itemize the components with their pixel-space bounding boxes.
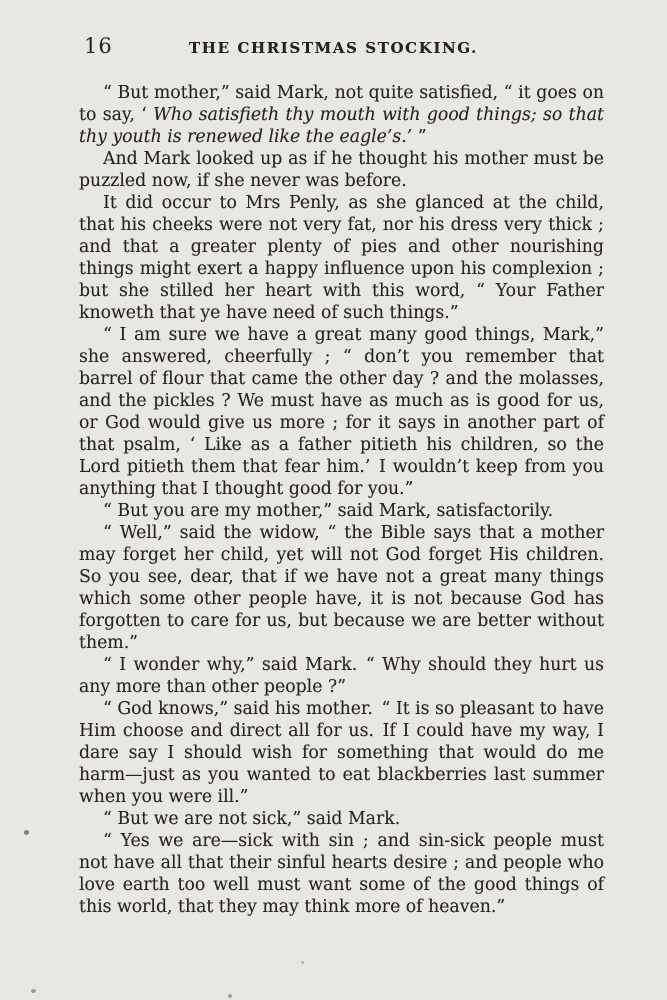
ink-speck: [31, 989, 36, 993]
paragraph-text: “ But you are my mother,” said Mark, satisfactorily.: [103, 501, 554, 521]
paragraph-text: “ But we are not sick,” said Mark.: [103, 809, 401, 829]
paragraph: [79, 830, 604, 918]
paragraph-text: “ Yes we are—sick with sin ; and sin-sick people must not have all that their sinful hearts desire ; and people who love earth too well must want some of the good things of this world, that they may think more of heaven.”: [79, 831, 604, 917]
paragraph: [79, 654, 604, 698]
paragraph: [79, 698, 604, 808]
ink-speck: [301, 961, 304, 964]
paragraph-text: “ I am sure we have a great many good things, Mark,” she answered, cheerfully ; “ don’t you remember that barrel of flour that came the other day ? and the molasses, and the pickles ? We must have as much as is good for us, or God would give us more ; for it says in another part of that psalm, ‘ Like as a father pitieth his children, so the Lord pitieth them that fear him.’ I wouldn’t keep from you anything that I thought good for you.”: [79, 325, 604, 499]
paragraph: [79, 808, 604, 830]
scripture-quote: Who satisfieth thy mouth with good things; so that thy youth is renewed like the eagle’s.’: [79, 105, 604, 147]
ink-speck: [228, 994, 232, 998]
ink-speck: [24, 830, 29, 835]
page-header: [0, 34, 667, 62]
paragraph-text: “ I wonder why,” said Mark. “ Why should they hurt us any more than other people ?”: [79, 655, 604, 697]
page-body: [79, 82, 604, 918]
paragraph-text: “ But mother,” said Mark, not quite satisfied, “ it goes on to say, ‘: [79, 83, 604, 125]
paragraph-text: “ God knows,” said his mother. “ It is so pleasant to have Him choose and direct all for us. If I could have my way, I dare say I should wish for something that would do me harm—just as you wanted to eat blackberries last summer when you were ill.”: [79, 699, 604, 807]
paragraph-text: It did occur to Mrs Penly, as she glanced at the child, that his cheeks were not very fat, nor his dress very thick ; and that a greater plenty of pies and other nourishing things might exert a happy influence upon his complexion ; but she stilled her heart with this word, “ Your Father knoweth that ye have need of such things.”: [79, 193, 604, 323]
paragraph: [79, 522, 604, 654]
paragraph: [79, 500, 604, 522]
paragraph: [79, 82, 604, 148]
paragraph: [79, 192, 604, 324]
paragraph-text: And Mark looked up as if he thought his mother must be puzzled now, if she never was before.: [79, 149, 604, 191]
paragraph: [79, 148, 604, 192]
running-title: THE CHRISTMAS STOCKING.: [189, 39, 478, 57]
paragraph-text: ”: [412, 127, 427, 147]
paragraph: [79, 324, 604, 500]
page-number: 16: [84, 34, 113, 58]
paragraph-text: “ Well,” said the widow, “ the Bible says that a mother may forget her child, yet will not God forget His children. So you see, dear, that if we have not a great many things which some other people have, it is not because God has forgotten to care for us, but because we are better without them.”: [79, 523, 604, 653]
